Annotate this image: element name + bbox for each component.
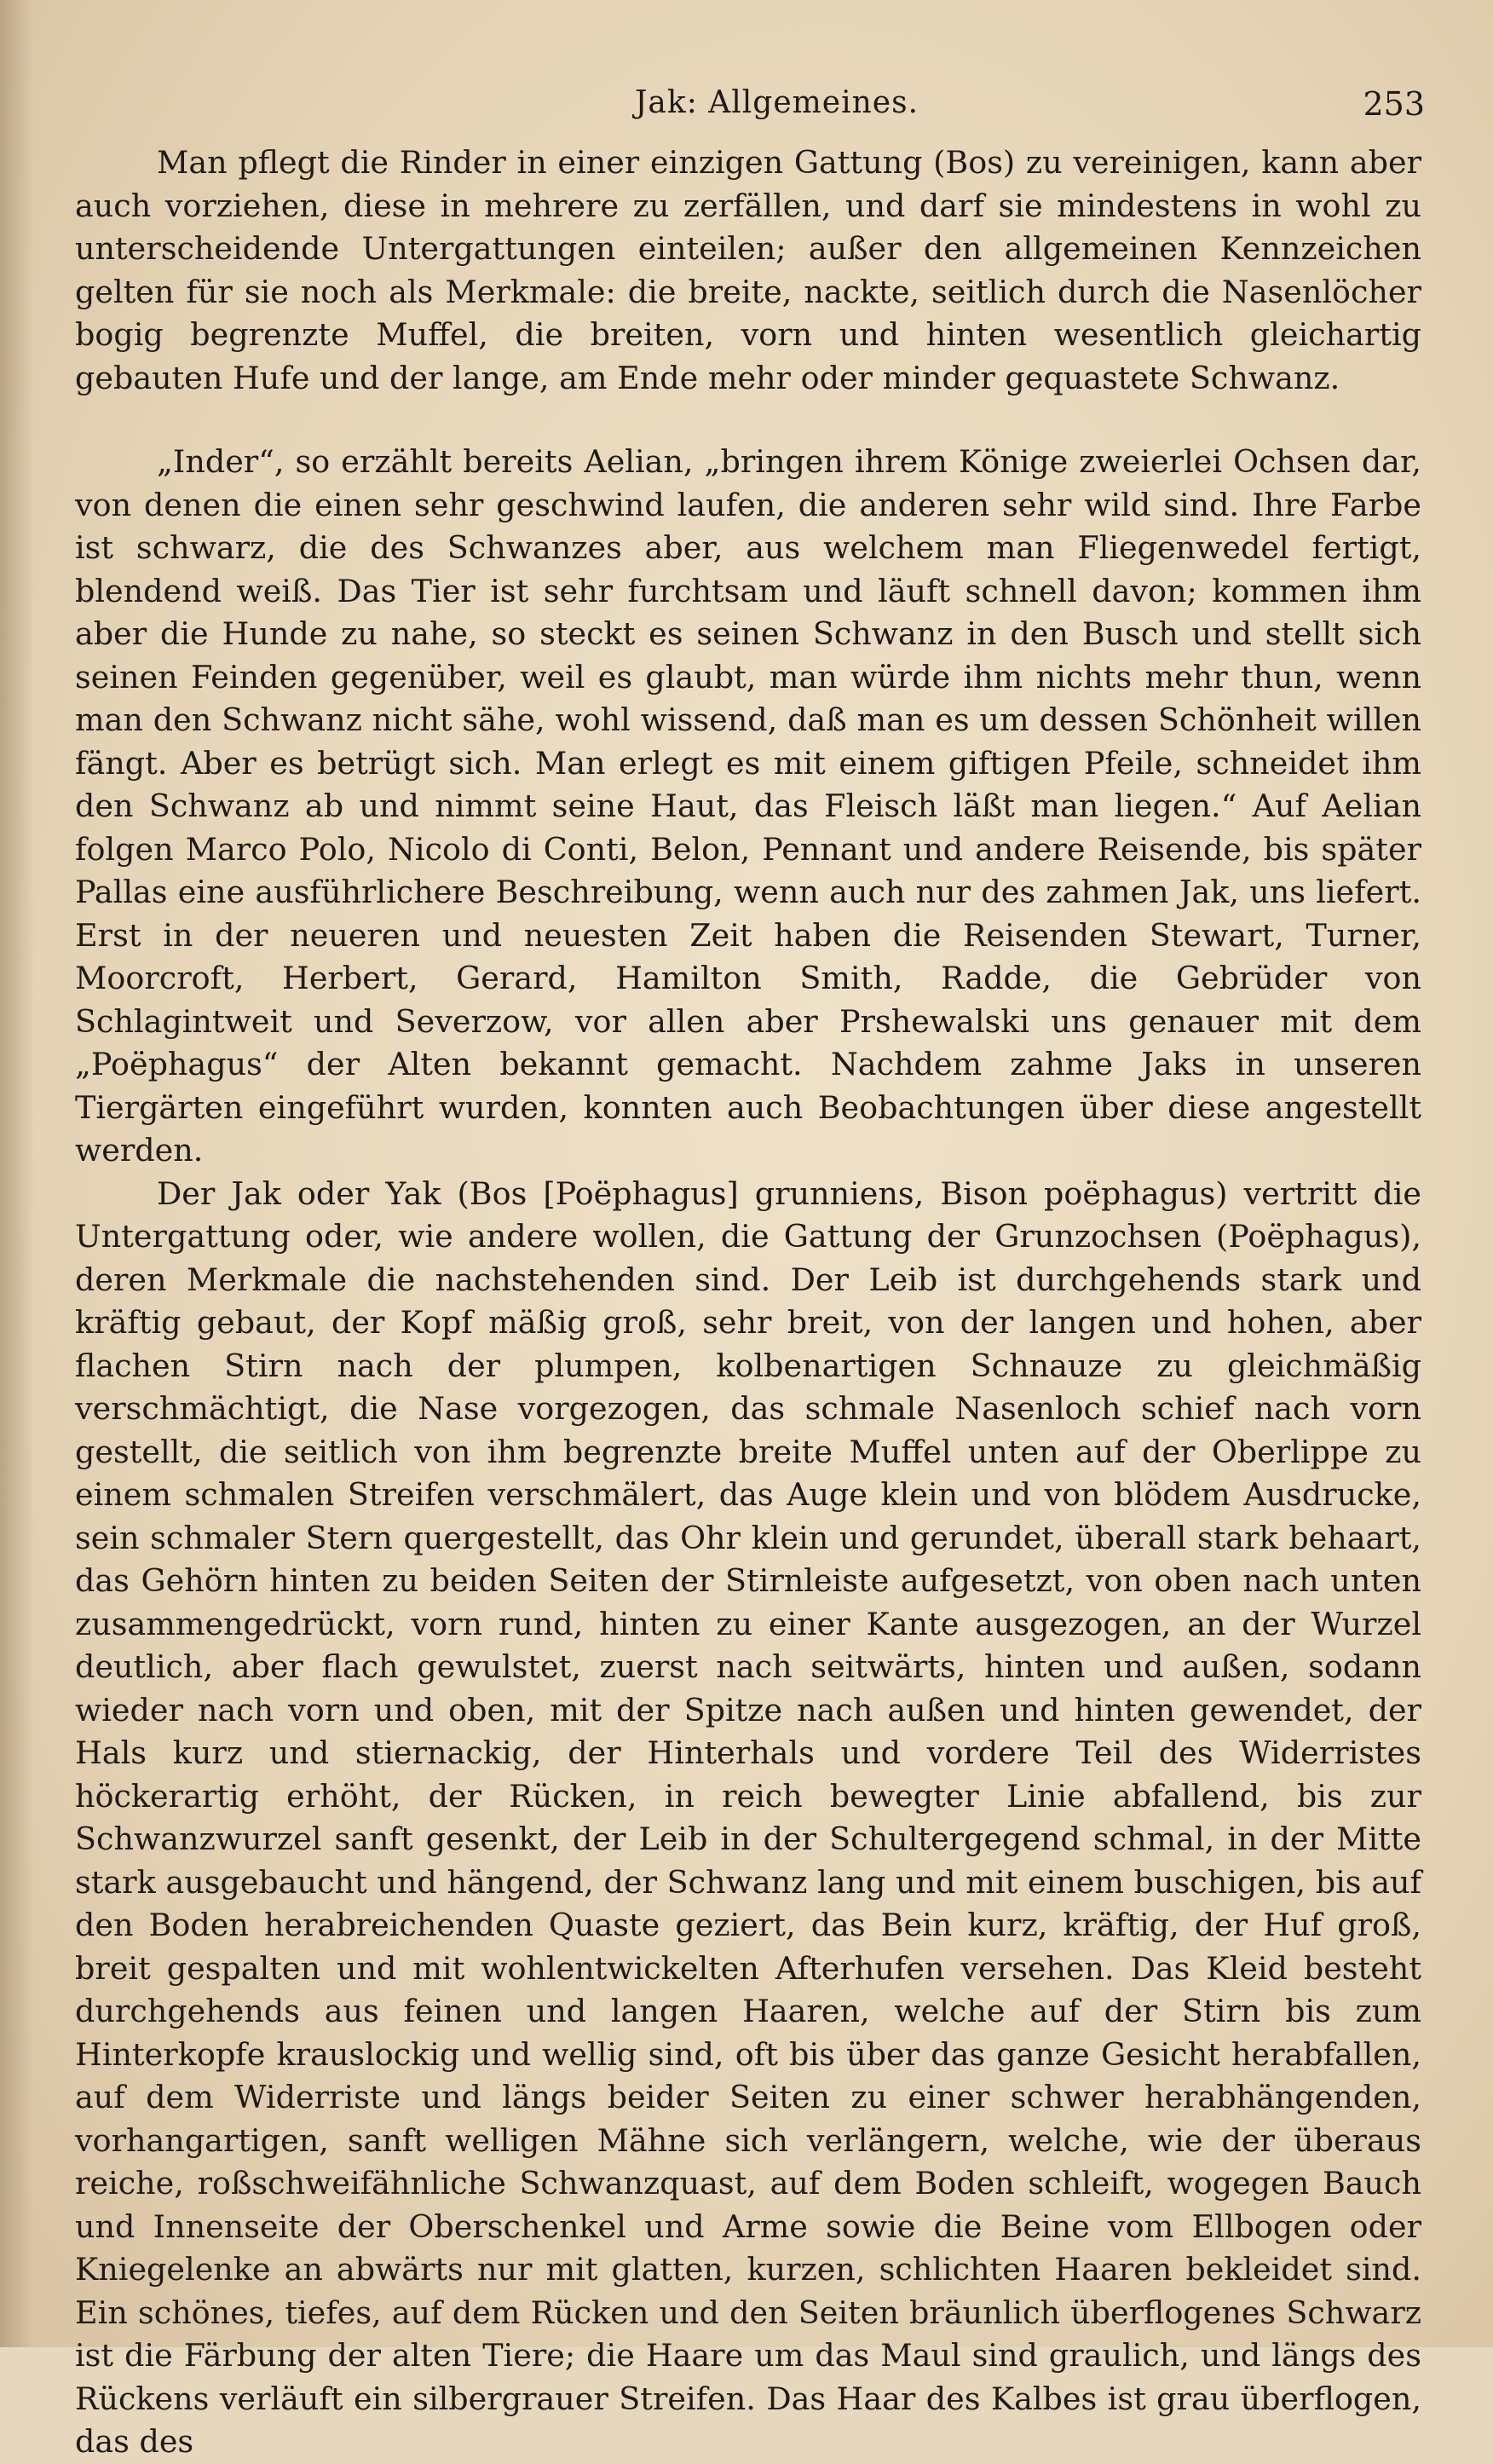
paragraph: Man pflegt die Rinder in einer einzigen Gattung (Bos) zu vereinigen, kann aber auch vorziehen, diese in mehrere zu zerfällen, und darf sie mindestens in wohl zu unterscheidende Untergattungen einteilen; außer den allgemeinen Kennzeichen gelten für sie noch als Merkmale: die breite, nackte, seitlich durch die Nasenlöcher bogig begrenzte Muffel, die breiten, vorn und hinten wesentlich gleichartig gebauten Hufe und der lange, am Ende mehr oder minder gequastete Schwanz. (75, 144, 1421, 396)
paragraph: Der Jak oder Yak (Bos [Poëphagus] grunniens, Bison poëphagus) vertritt die Untergattung oder, wie andere wollen, die Gattung der Grunzochsen (Poëphagus), deren Merkmale die nachstehenden sind. Der Leib ist durchgehends stark und kräftig gebaut, der Kopf mäßig groß, sehr breit, von der langen und hohen, aber flachen Stirn nach der plumpen, kolbenartigen Schnauze zu gleichmäßig verschmächtigt, die Nase vorgezogen, das schmale Nasenloch schief nach vorn gestellt, die seitlich von ihm begrenzte breite Muffel unten auf der Oberlippe zu einem schmalen Streifen verschmälert, das Auge klein und von blödem Ausdrucke, sein schmaler Stern quergestellt, das Ohr klein und gerundet, überall stark behaart, das Gehörn hinten zu beiden Seiten der Stirnleiste aufgesetzt, von oben nach unten zusammengedrückt, vorn rund, hinten zu einer Kante ausgezogen, an der Wurzel deutlich, aber flach gewulstet, zuerst nach seitwärts, hinten und außen, sodann wieder nach vorn und oben, mit der Spitze nach außen und hinten gewendet, der Hals kurz und stiernackig, der Hinterhals und vordere Teil des Widerristes höckerartig erhöht, der Rücken, in reich bewegter Linie abfallend, bis zur Schwanzwurzel sanft gesenkt, der Leib in der Schultergegend schmal, in der Mitte stark ausgebaucht und hängend, der Schwanz lang und mit einem buschigen, bis auf den Boden herabreichenden Quaste geziert, das Bein kurz, kräftig, der Huf groß, breit gespalten und mit wohlentwickelten Afterhufen versehen. Das Kleid besteht durchgehends aus feinen und langen Haaren, welche auf der Stirn bis zum Hinterkopfe krauslockig und wellig sind, oft bis über das ganze Gesicht herabfallen, auf dem Widerriste und längs beider Seiten zu einer schwer herabhängenden, vorhangartigen, sanft welligen Mähne sich verlängern, welche, wie der überaus reiche, roßschweifähnliche Schwanzquast, auf dem Boden schleift, wogegen Bauch und Innenseite der Oberschenkel und Arme sowie die Beine vom Ellbogen oder Kniegelenke an abwärts nur mit glatten, kurzen, schlichten Haaren bekleidet sind. Ein schönes, tiefes, auf dem Rücken und den Seiten bräunlich überflogenes Schwarz ist die Färbung der alten Tiere; die Haare um das Maul sind graulich, und längs des Rückens verläuft ein silbergrauer Streifen. Das Haar des Kalbes ist grau überflogen, das des (75, 1174, 1421, 2460)
page-number: 253 (1363, 85, 1425, 123)
running-head: Jak: Allgemeines. (635, 85, 919, 120)
body-text (75, 141, 1421, 2464)
paragraph: „Inder“, so erzählt bereits Aelian, „bringen ihrem Könige zweierlei Ochsen dar, von denen die einen sehr geschwind laufen, die anderen sehr wild sind. Ihre Farbe ist schwarz, die des Schwanzes aber, aus welchem man Fliegenwedel fertigt, blendend weiß. Das Tier ist sehr furchtsam und läuft schnell davon; kommen ihm aber die Hunde zu nahe, so steckt es seinen Schwanz in den Busch und stellt sich seinen Feinden gegenüber, weil es glaubt, man würde ihm nichts mehr thun, wenn man den Schwanz nicht sähe, wohl wissend, daß man es um dessen Schönheit willen fängt. Aber es betrügt sich. Man erlegt es mit einem giftigen Pfeile, schneidet ihm den Schwanz ab und nimmt seine Haut, das Fleisch läßt man liegen.“ Auf Aelian folgen Marco Polo, Nicolo di Conti, Belon, Pennant und andere Reisende, bis später Pallas eine ausführlichere Beschreibung, wenn auch nur des zahmen Jak, uns liefert. Erst in der neueren und neuesten Zeit haben die Reisenden Stewart, Turner, Moorcroft, Herbert, Gerard, Hamilton Smith, Radde, die Gebrüder von Schlagintweit und Severzow, vor allen aber Prshewalski uns genauer mit dem „Poëphagus“ der Alten bekannt gemacht. Nachdem zahme Jaks in unseren Tiergärten eingeführt wurden, konnten auch Beobachtungen über diese angestellt werden. (75, 443, 1421, 1169)
binding-shadow (0, 0, 34, 2347)
page-header (0, 85, 1493, 136)
